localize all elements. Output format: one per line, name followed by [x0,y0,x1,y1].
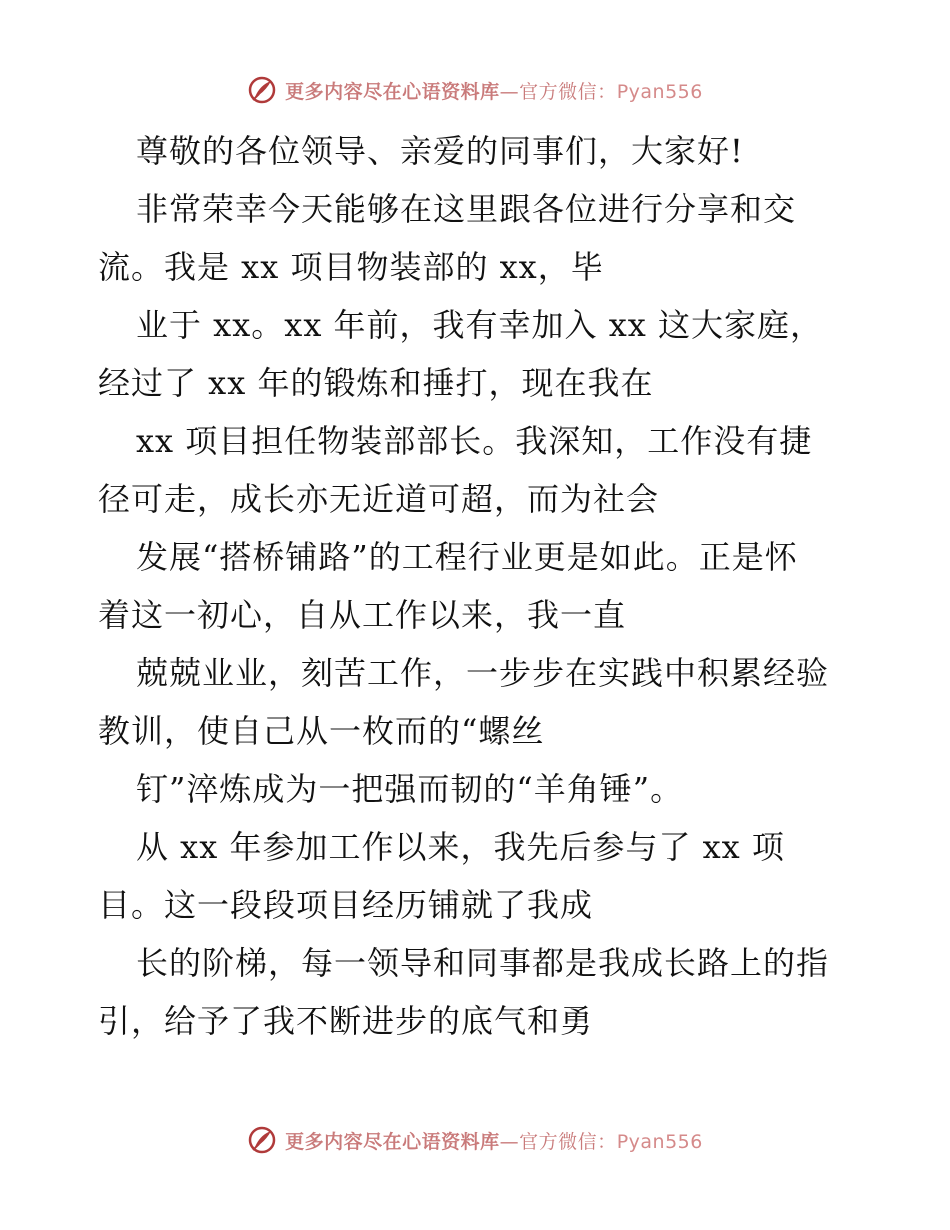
text-line: xx 项目担任物装部部长。我深知，工作没有捷 [136,422,813,460]
text-line: 引，给予了我不断进步的底气和勇 [98,1002,594,1040]
watermark-wechat-id: Pyan556 [616,80,703,103]
watermark-brand: 更多内容尽在心语资料库 [285,1130,500,1153]
text-line: 着这一初心，自从工作以来，我一直 [98,596,627,634]
header-watermark [0,70,950,110]
watermark-text [285,77,703,104]
text-line: 业于 xx。xx 年前，我有幸加入 xx 这大家庭， [136,306,823,344]
watermark-wechat-id: Pyan556 [616,1130,703,1153]
text-line: 目。这一段段项目经历铺就了我成 [98,886,594,924]
text-line: 钉”淬炼成为一把强而韧的“羊角锤”。 [136,770,684,808]
text-line: 教训，使自己从一枚而的“螺丝 [98,712,545,750]
quill-logo-icon [247,1125,277,1155]
text-line: 兢兢业业，刻苦工作，一步步在实践中积累经验 [136,654,830,692]
watermark-brand: 更多内容尽在心语资料库 [285,80,500,103]
text-line: 流。我是 xx 项目物装部的 xx，毕 [98,248,604,286]
text-line: 尊敬的各位领导、亲爱的同事们，大家好! [136,132,744,170]
watermark-text [285,1127,703,1154]
document-body [98,122,858,1050]
text-line: 长的阶梯，每一领导和同事都是我成长路上的指 [136,944,830,982]
watermark-wechat-label: 官方微信： [519,1130,617,1153]
text-line: 非常荣幸今天能够在这里跟各位进行分享和交 [136,190,797,228]
watermark-separator: — [499,1130,520,1153]
text-line: 从 xx 年参加工作以来，我先后参与了 xx 项 [136,828,785,866]
text-line: 经过了 xx 年的锻炼和捶打，现在我在 [98,364,654,402]
text-line: 发展“搭桥铺路”的工程行业更是如此。正是怀 [136,538,798,576]
watermark-wechat-label: 官方微信： [519,80,617,103]
watermark-separator: — [499,80,520,103]
footer-watermark [0,1120,950,1160]
quill-logo-icon [247,75,277,105]
text-line: 径可走，成长亦无近道可超，而为社会 [98,480,660,518]
